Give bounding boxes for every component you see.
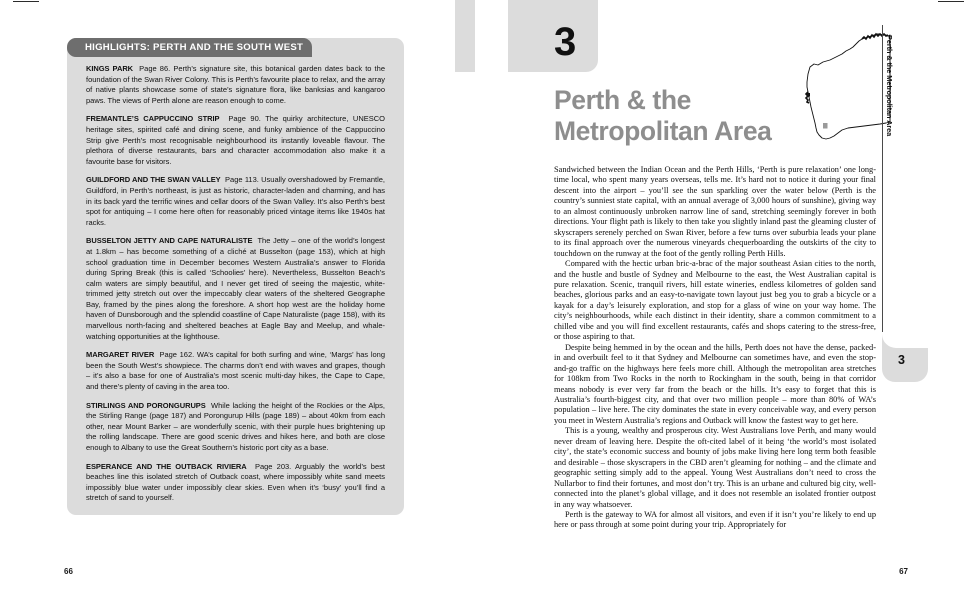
chapter-title-line-1: Perth & the bbox=[554, 85, 691, 115]
highlight-text: Page 203. Arguably the world’s best beaches line this isolated stretch of Outback coast, where impossibly white sand meets impossibly blue water under impossibly clear skies. Even when it’s ‘busy’ you’ll find a stretch of sand to yourself. bbox=[86, 461, 385, 503]
side-tab-rule bbox=[882, 25, 883, 332]
side-tab-number: 3 bbox=[898, 353, 905, 367]
highlight-title: ESPERANCE AND THE OUTBACK RIVIERA bbox=[86, 461, 247, 471]
intro-paragraph: Compared with the hectic urban bric-a-brac of the major southeast Asian cities to the north, and the hustle and bustle of Sydney and Melbourne to the east, the West Australian capital is pure relaxation. Scenic, tranquil rivers, hill estate wineries, endless kilometres of golden sand beaches, glorious parks and an easy-to-navigate town layout just beg you to grab a bicycle or a kayak for a day’s leisurely exploration, and stop for a glass of wine on your way home. The city’s neighbourhoods, while each distinct in their identity, share a common commitment to a chilled vibe and you will find excellent restaurants, cafés and shops catering to the stress-free, or those aspiring to that. bbox=[554, 259, 876, 342]
highlight-title: MARGARET RIVER bbox=[86, 350, 155, 360]
side-tab-label: Perth & the Metropolitan Area bbox=[885, 35, 894, 137]
highlight-title: STIRLINGS AND PORONGURUPS bbox=[86, 400, 206, 410]
intro-paragraph: This is a young, wealthy and prosperous city. West Australians love Perth, and many would never dream of leaving here. Despite the oft-cited label of it being ‘the world’s most isolated city’, the state’s economic success and bounty of jobs make living here long term both feasible and desirable – those skyscrapers in the CBD aren’t gleaming for nothing – and the climate and geographic setting simply add to the appeal. Young West Australians don’t need to cross the Nullarbor to find their fortunes, and most don’t try. This is an urbane and cultured big city, well-connected into the planet’s global village, and it does not resemble an isolated frontier outpost in any way whatsoever. bbox=[554, 426, 876, 509]
intro-paragraph: Perth is the gateway to WA for almost all visitors, and even if it isn’t you’re likely to end up here or pass through at some point during your trip. Appropriately for bbox=[554, 509, 876, 530]
page-number-right: 67 bbox=[899, 567, 908, 576]
highlight-item bbox=[86, 175, 385, 228]
highlight-title: BUSSELTON JETTY AND CAPE NATURALISTE bbox=[86, 236, 253, 246]
chapter-title-line-2: Metropolitan Area bbox=[554, 116, 772, 146]
highlight-title: KINGS PARK bbox=[86, 64, 134, 73]
highlight-text: Page 162. WA’s capital for both surfing and wine, ‘Margs’ has long been the South West’s showpiece. The charms don’t end with waves and grapes, though – it’s also a base for one of Australia’s most scenic multi-day hikes, the Cape to Cape, and there’s plenty of caving in the area too. bbox=[86, 350, 385, 392]
highlight-text: The Jetty – one of the world’s longest at 1.8km – has become something of a cliché at Busselton (page 153), which at high school graduation time in December becomes Western Australia’s answer to Florida during Spring Break (this is called ‘Schoolies’ here). Nevertheless, Busselton Beach’s calm waters are simply beautiful, and I never get tired of seeing the majestic, white-trimmed jetty stretch out over the impeccably clear waters of the sheltered Geographe Bay, framed by the pines along the foreshore. A short hop west are the holiday home haven of Dunsborough and the splendid coastline of Cape Naturaliste (page 158), with its marvellous north-facing and sheltered beaches at Eagle Bay and Meelup, and whale-watching opportunities at the lighthouse. bbox=[86, 236, 385, 341]
highlight-text: Page 113. Usually overshadowed by Fremantle, Guildford, in Perth’s northeast, is just as historic, character-laden and charming, and has in its back yard the terrific wines and cellar doors of the Swan Valley. It’s also Perth’s best spot for antiquing – I come here often for reasonably priced vintage items like 1940s hat racks. bbox=[86, 175, 385, 227]
highlight-item bbox=[86, 350, 385, 392]
highlight-item bbox=[86, 64, 385, 106]
highlight-item bbox=[86, 114, 385, 167]
chapter-number: 3 bbox=[554, 20, 576, 64]
intro-paragraph: Sandwiched between the Indian Ocean and the Perth Hills, ‘Perth is pure relaxation’ one long-time local, who spent many years overseas, tells me. It’s hard not to notice it during your final descent into the airport – you’ll see the sun sparkling over the water below (Perth is the country’s sunniest state capital, with an annual average of 3,000 hours of sunshine), giving way to an almost continuously unbroken narrow line of sand, stretching seemingly forever in both directions. Your flight path is likely to then take you slightly inland past the gleaming cluster of skyscrapers serenely perched on Swan River, before a few turns over suburbia leads your plane to its final approach over the numerous vineyards chequerboarding the outskirts of the city to touchdown on the runway at the foot of the gently rolling Perth Hills. bbox=[554, 165, 876, 258]
highlight-text: While lacking the height of the Rockies or the Alps, the Stirling Range (page 187) and Porongurup Hills (page 189) – about 40km from each other, near Mount Barker – are wonderfully scenic, with their purple hues brightening up the rolling landscape. There are good scenic drives and hikes here, and both are close enough to Albany to use the Great Southern’s historic port city as a base. bbox=[86, 400, 385, 452]
highlight-item bbox=[86, 401, 385, 454]
page-number-left: 66 bbox=[64, 567, 73, 576]
highlight-item bbox=[86, 462, 385, 504]
left-page bbox=[0, 0, 470, 600]
chapter-intro-text bbox=[554, 165, 876, 531]
highlight-item bbox=[86, 236, 385, 342]
right-page bbox=[470, 0, 970, 600]
highlights-header: HIGHLIGHTS: PERTH AND THE SOUTH WEST bbox=[67, 38, 312, 57]
highlight-text: Page 86. Perth’s signature site, this botanical garden dates back to the foundation of the Swan River Colony. This is Perth’s favourite place to relax, and the array of native plants showcase some of state’s signature flora, like banksias and kangaroo paws. The views of Perth alone are reason enough to come. bbox=[86, 64, 385, 105]
highlight-text: Page 90. The quirky architecture, UNESCO heritage sites, spirited café and dining scene, and funky ambience of the Cappuccino Strip give Perth’s most recognisable neighbourhood its instantly loveable flavour. The plethora of diverse restaurants, bars and character accommodation also make it a favourite base for visitors. bbox=[86, 114, 385, 166]
chapter-number-block bbox=[508, 0, 598, 72]
highlight-title: FREMANTLE’S CAPPUCCINO STRIP bbox=[86, 114, 220, 124]
highlight-title: GUILDFORD AND THE SWAN VALLEY bbox=[86, 175, 221, 185]
chapter-side-tab bbox=[882, 25, 922, 365]
intro-paragraph: Despite being hemmed in by the ocean and the hills, Perth does not have the dense, packed-in and overbuilt feel to it that Sydney and Melbourne can sometimes have, and even the stop-and-go traffic on the highways here feels more chill. Although the metropolitan area stretches for 108km from Two Rocks in the north to Rockingham in the south, being in that corridor means nobody is ever very far from the beach or the hills. It’s easy to forget that this is Australia’s fourth-biggest city, and that over two million people – more than 80% of WA’s population – live here. The city dominates the state in every conceivable way, and every person you meet in Western Australia’s regions and Outback will know the fastest way to get here. bbox=[554, 342, 876, 425]
highlights-list bbox=[67, 57, 404, 504]
highlights-box bbox=[67, 38, 404, 515]
